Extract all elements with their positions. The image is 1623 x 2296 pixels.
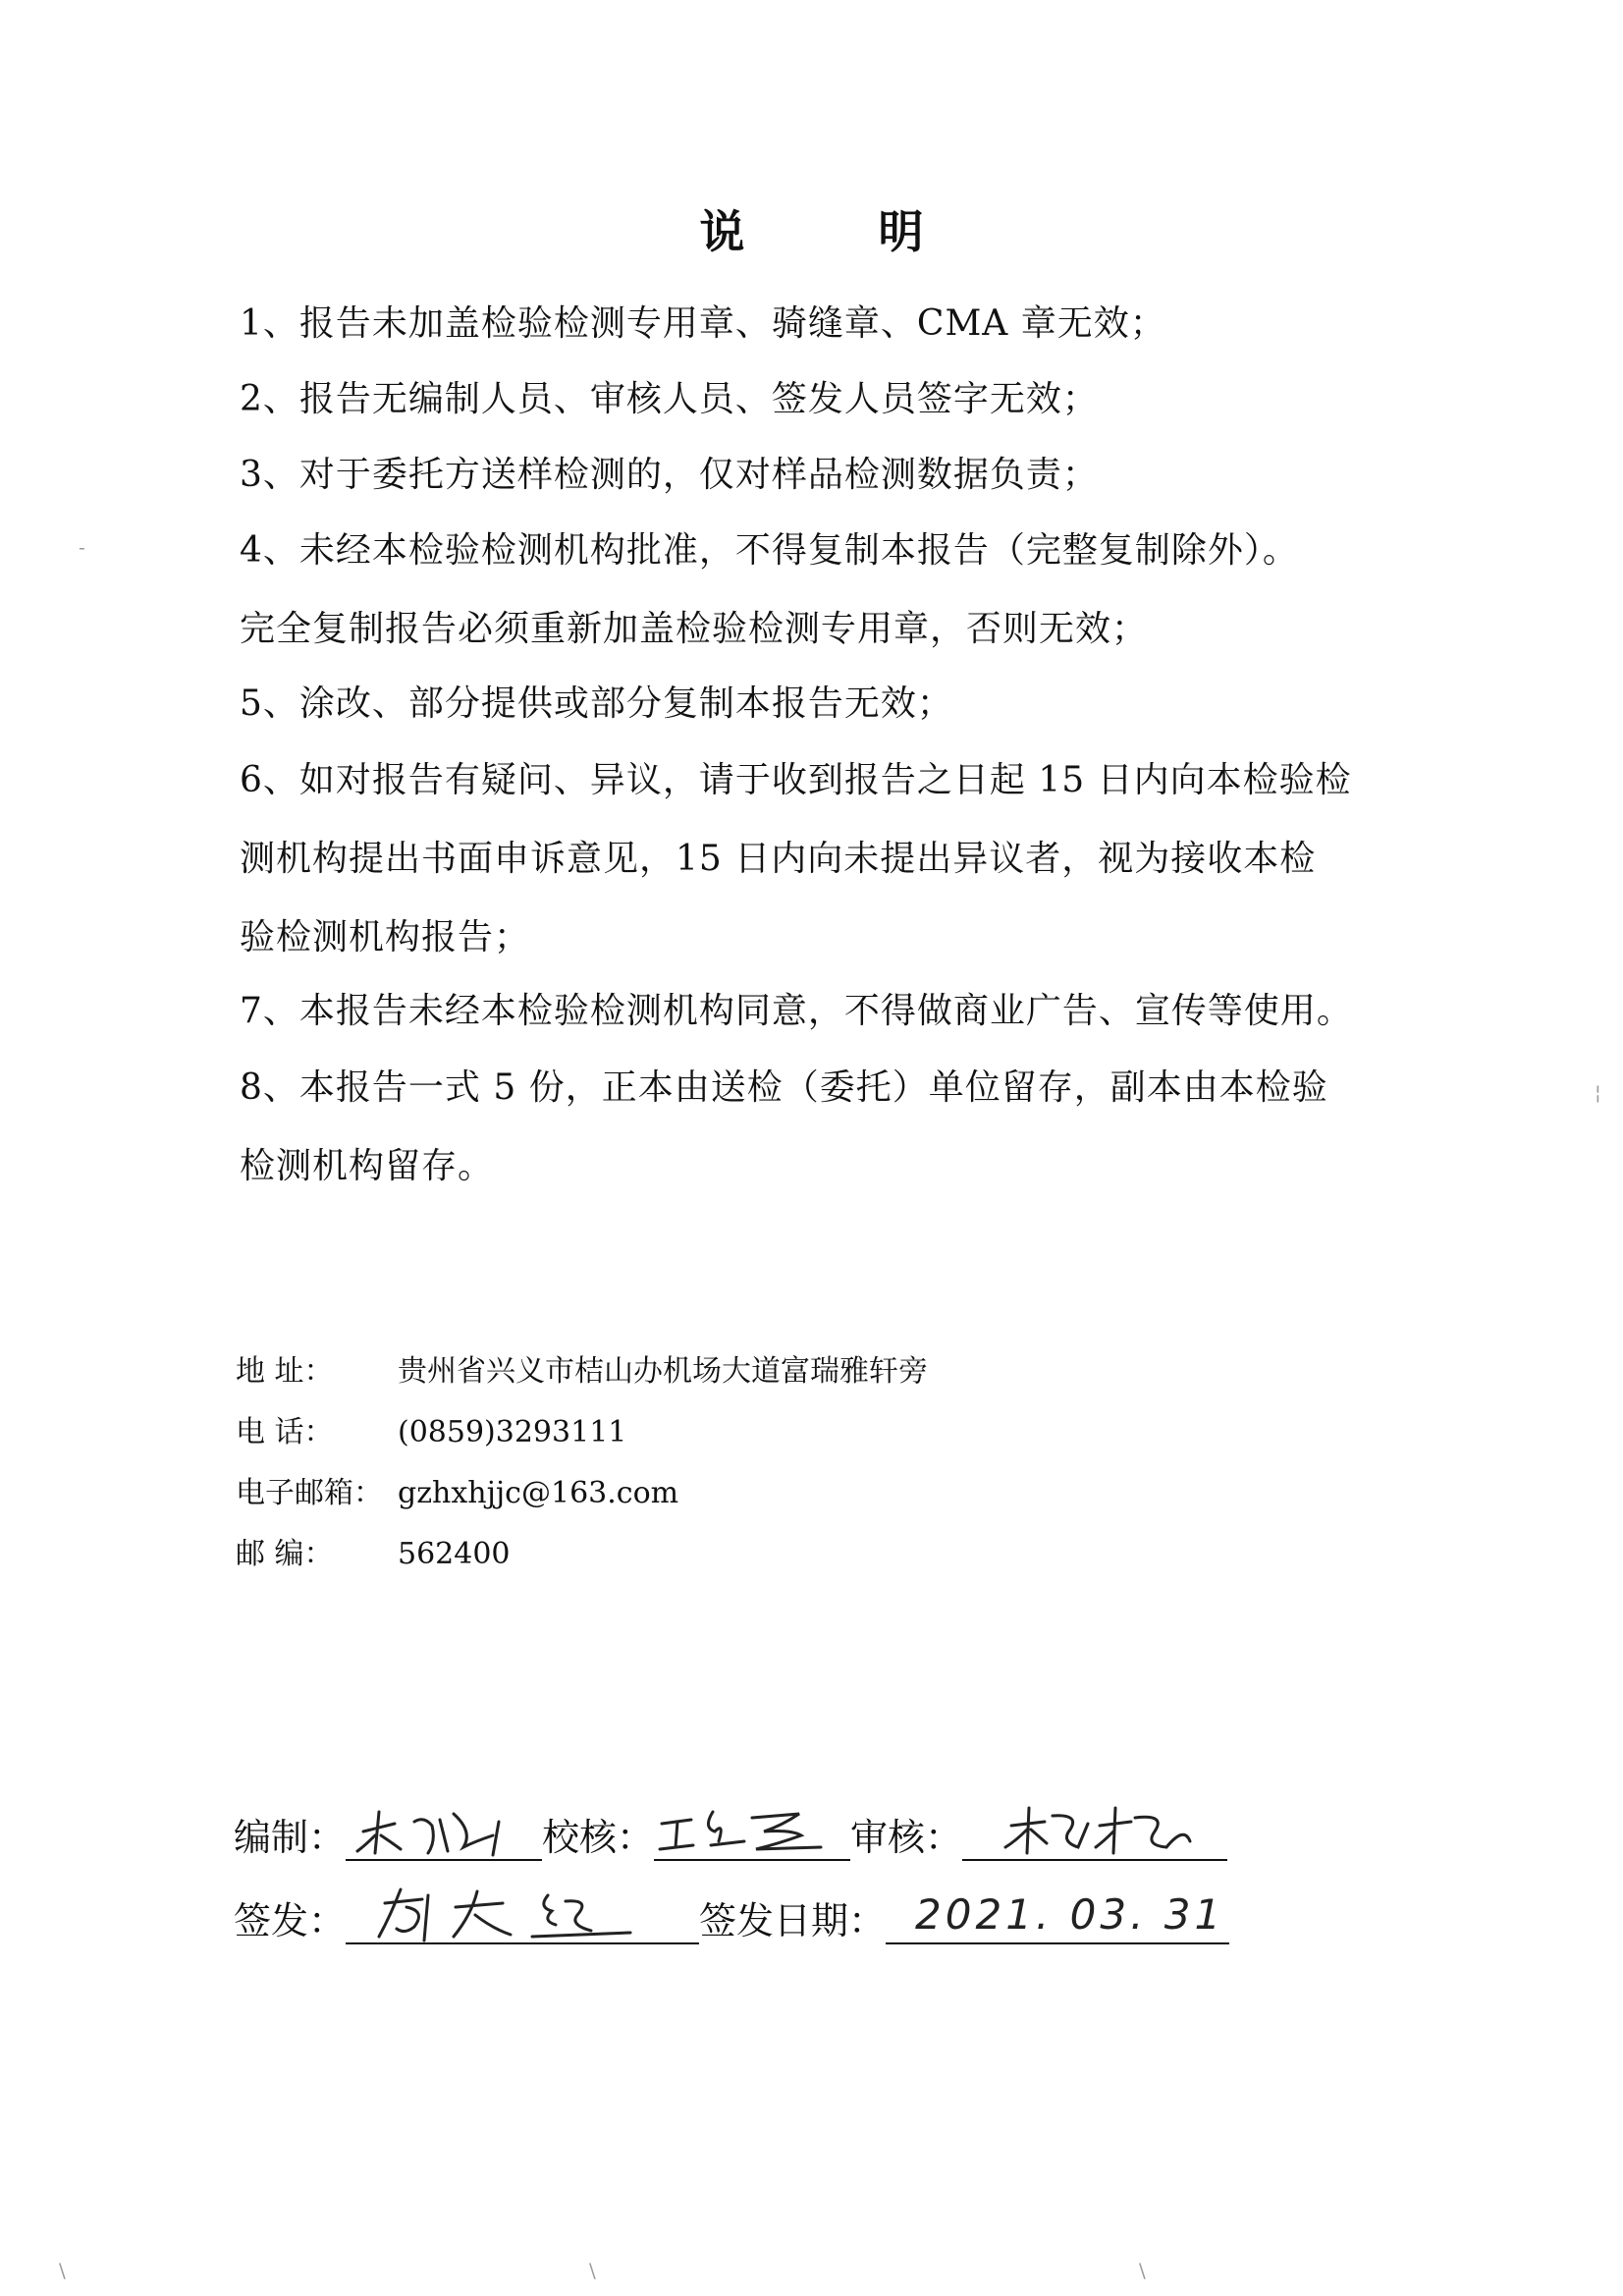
checker-signature-handwriting: [654, 1802, 850, 1859]
notice-line: 3、对于委托方送样检测的，仅对样品检测数据负责；: [240, 455, 1099, 495]
notice-line: 1、报告未加盖检验检测专用章、骑缝章、CMA 章无效；: [240, 303, 1166, 344]
page-title: 说 明: [699, 205, 983, 258]
notice-item-8: [240, 1049, 1388, 1206]
notice-item-2: [240, 360, 1388, 439]
notice-item-7: [240, 972, 1388, 1051]
postcode-value: 562400: [398, 1537, 511, 1571]
notice-line: 5、涂改、部分提供或部分复制本报告无效；: [240, 683, 953, 724]
notice-line: 6、如对报告有疑问、异议，请于收到报告之日起 15 日内向本检验检: [240, 760, 1352, 800]
checker-label: 校核：: [542, 1816, 655, 1859]
compiler-signature: [346, 1802, 542, 1861]
issue-date-value: 2021. 03. 31: [915, 1890, 1225, 1939]
issuer-signature-handwriting: [346, 1886, 699, 1942]
address-row: [236, 1341, 928, 1402]
notice-line: 测机构提出书面申诉意见，15 日内向未提出异议者，视为接收本检: [240, 839, 1317, 879]
issue-date-label: 签发日期：: [699, 1899, 887, 1942]
notice-item-1: [240, 285, 1388, 363]
scan-artifact: \: [59, 2259, 66, 2282]
notice-item-6: [240, 741, 1388, 977]
notice-line: 检测机构留存。: [240, 1146, 495, 1186]
scan-artifact: ¦: [1595, 1080, 1601, 1104]
issuer-label: 签发：: [234, 1899, 347, 1942]
scan-artifact: \: [589, 2259, 596, 2282]
phone-label: 电 话：: [236, 1415, 334, 1449]
notice-line: 7、本报告未经本检验检测机构同意，不得做商业广告、宣传等使用。: [240, 991, 1353, 1031]
notice-item-3: [240, 436, 1388, 515]
address-value: 贵州省兴义市桔山办机场大道富瑞雅轩旁: [398, 1354, 928, 1389]
signature-row-1: [234, 1802, 1227, 1871]
reviewer-signature-handwriting: [962, 1802, 1227, 1859]
notice-item-4: [240, 512, 1388, 669]
email-row: [236, 1463, 678, 1524]
notice-line: 4、未经本检验检测机构批准，不得复制本报告（完整复制除外）。: [240, 530, 1299, 571]
notice-line: 完全复制报告必须重新加盖检验检测专用章，否则无效；: [240, 609, 1149, 649]
phone-row: [236, 1402, 626, 1463]
phone-value: (0859)3293111: [398, 1415, 627, 1449]
email-value: gzhxhjjc@163.com: [398, 1476, 679, 1510]
notice-line: 8、本报告一式 5 份，正本由送检（委托）单位留存，副本由本检验: [240, 1067, 1328, 1108]
scan-artifact: -: [79, 535, 85, 559]
compiler-label: 编制：: [234, 1816, 347, 1859]
reviewer-label: 审核：: [850, 1816, 963, 1859]
signature-row-2: [234, 1886, 1229, 1954]
address-label: 地 址：: [236, 1354, 334, 1389]
notice-line: 2、报告无编制人员、审核人员、签发人员签字无效；: [240, 379, 1099, 419]
reviewer-signature: [962, 1802, 1227, 1861]
compiler-signature-handwriting: [346, 1802, 542, 1859]
postcode-row: [236, 1524, 511, 1585]
postcode-label: 邮 编：: [236, 1537, 334, 1571]
checker-signature: [654, 1802, 850, 1861]
scan-artifact: \: [1139, 2259, 1146, 2282]
issue-date-field: [886, 1886, 1229, 1944]
notice-item-5: [240, 665, 1388, 743]
email-label: 电子邮箱：: [236, 1476, 383, 1510]
notice-line: 验检测机构报告；: [240, 917, 531, 957]
issuer-signature: [346, 1886, 699, 1944]
